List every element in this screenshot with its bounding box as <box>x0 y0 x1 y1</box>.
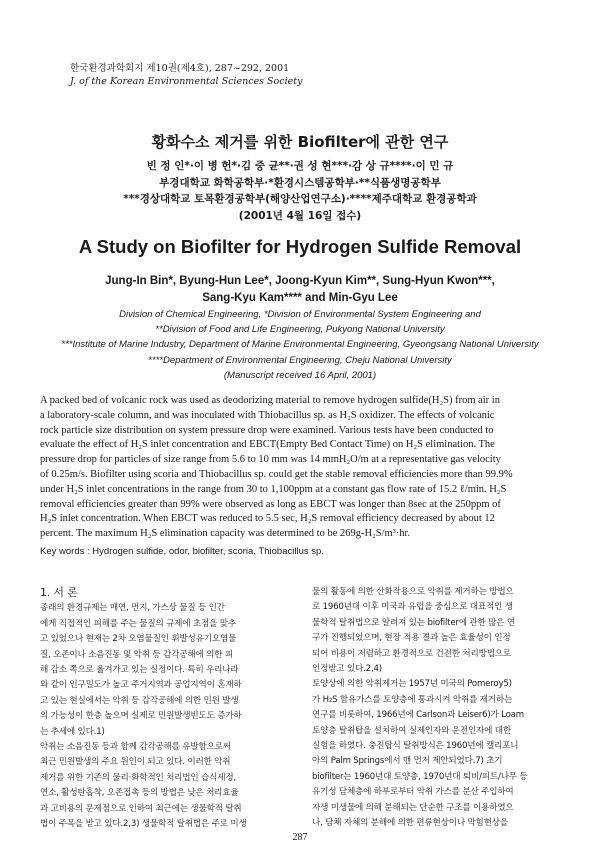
title-english: A Study on Biofilter for Hydrogen Sulfide Removal <box>78 236 522 257</box>
abstract-line: of 0.25m/s. Biofilter using scoria and Thiobacillus sp. could get the stable removal efficiencies more than 99.9% <box>40 468 513 480</box>
abstract-line: percent. The maximum H₂S elimination capacity was determined to be 269g-H₂S/m³·hr. <box>40 528 411 540</box>
body-line: 아의 Palm Springs에서 맨 먼저 제안되었다.7) 초기 <box>312 756 503 767</box>
authors-en-line: Jung-In Bin*, Byung-Hun Lee*, Joong-Kyun Kim**, Sung-Hyun Kwon***, <box>105 275 495 287</box>
affiliation-en-line: ****Department of Environmental Engineering, Cheju National University <box>148 354 452 366</box>
body-line: 고 있는 현실에서는 악취 등 감각공해에 의한 민원 발생 <box>40 695 239 706</box>
affiliation-en-line: **Division of Food and Life Engineering, Pukyong National University <box>155 324 445 336</box>
body-line: 질, 오존이나 소음진동 및 악취 등 감각공해에 의한 피 <box>40 649 233 660</box>
body-line: 의 가능성이 한층 높으며 실제로 민원발생빈도도 증가하 <box>40 711 242 722</box>
authors-en-line: Sang-Kyu Kam**** and Min-Gyu Lee <box>202 292 398 304</box>
received-date-kr: (2001년 4월 16일 접수) <box>238 209 362 222</box>
journal-name-en: J. of the Korean Environmental Sciences Society <box>70 76 303 87</box>
page-number: 287 <box>292 832 308 843</box>
body-line: 유기성 담체층에 하부로부터 악취 가스를 분산 주입하여 <box>312 787 514 798</box>
journal-header <box>70 62 302 88</box>
body-line: 토양층 탈취탑을 설치하여 실제인자와 운전인자에 대한 <box>312 725 511 736</box>
body-line: 와 같이 인구밀도가 높고 주거지역과 공업지역이 혼재하 <box>40 680 242 691</box>
body-line: 최근 민원발생의 주요 원인이 되고 있다. 이러한 악취 <box>40 757 231 768</box>
body-column-right <box>312 585 560 832</box>
body-line: 제거를 위한 기존의 물리·화학적인 처리법인 습식세정, <box>40 772 236 783</box>
authors-korean-block <box>0 158 600 224</box>
abstract-line: under H₂S inlet concentrations in the range from 30 to 1,100ppm at a constant gas flow rate of 15.2 ℓ/min. H₂S <box>40 483 507 495</box>
affiliation-kr-line: ***경상대학교 토목환경공학부(해양산업연구소)·****제주대학교 환경공학과 <box>123 193 477 205</box>
abstract-line: a laboratory-scale column, and was inoculated with Thiobacillus sp. as H₂S oxidizer. The effects of volcanic <box>40 409 495 421</box>
body-line: 자생 미생물에 의해 분해되는 단순한 구조를 이용하였으 <box>312 802 514 813</box>
body-line: biofilter는 1960년대 토양층, 1970년대 퇴비/피트/나무 등 <box>312 771 528 782</box>
body-line: 물학적 탈취법으로 알려져 있는 biofilter에 관한 많은 연 <box>312 617 515 628</box>
body-line: 악취는 소음진동 등과 함께 감각공해를 유발함으로써 <box>40 742 231 753</box>
body-line: 연소, 활성탄흡착, 오존접촉 등의 방법은 낮은 처리효율 <box>40 788 239 799</box>
abstract <box>40 394 560 542</box>
body-line: 물의 활동에 의한 산화작용으로 악취를 제거하는 방법으 <box>312 587 514 597</box>
body-line: 법이 주목을 받고 있다.2,3) 생물학적 탈취법은 주로 미생 <box>40 819 247 830</box>
affiliation-kr-line: 부경대학교 화학공학부·*환경시스템공학부·**식품생명공학부 <box>159 176 441 189</box>
authors-english <box>0 273 600 307</box>
body-line: 가 H₂S 함유가스를 토양층에 통과시켜 악취를 제거하는 <box>312 694 513 705</box>
body-line: 해 감소 쪽으로 옮겨가고 있는 실정이다. 특히 우리나라 <box>40 665 239 676</box>
body-line: 고 있었으나 현재는 2차 오염물질인 휘발성유기오염물 <box>40 634 237 645</box>
body-line: 실험을 하였다. 충진탑식 탈취방식은 1960년에 캘리포니 <box>312 741 519 752</box>
body-line: 되어 비용이 저렴하고 환경적으로 건전한 처리방법으로 <box>312 648 511 659</box>
body-line: 구가 진행되었으며, 현장 적용 결과 높은 효율성이 인정 <box>312 633 511 644</box>
body-line: 나, 담체 자체의 분해에 의한 편류현상이나 막힘현상을 <box>312 818 508 829</box>
body-column-left <box>40 585 288 833</box>
body-line: 연구를 비롯하여, 1966년에 Carlson과 Leiser6)가 Loam <box>312 710 524 721</box>
body-line: 인정받고 있다.2,4) <box>312 664 382 675</box>
body-line: 토양상에 의한 악취제거는 1957년 미국의 Pomeroy5) <box>312 679 512 690</box>
abstract-line: H₂S inlet concentration. When EBCT was reduced to 5.5 sec, H₂S removal efficiency decreased by about 12 <box>40 513 495 525</box>
affiliations-english <box>0 307 600 383</box>
body-line: 종래의 환경규제는 매연, 먼지, 가스상 물질 등 인간 <box>40 603 225 614</box>
abstract-line: evaluate the effect of H₂S inlet concentration and EBCT(Empty Bed Contact Time) on H₂S elimination. The <box>40 439 495 451</box>
abstract-line: A packed bed of volcanic rock was used as deodorizing material to remove hydrogen sulfide(H₂S) from air in <box>40 395 500 406</box>
body-line: 과 고비용의 문제점으로 인하여 최근에는 생물학적 탈취 <box>40 803 242 814</box>
received-date-en: (Manuscript received 16 April, 2001) <box>223 369 377 381</box>
body-line: 는 추세에 있다.1) <box>40 726 105 737</box>
body-line: 에게 직접적인 피해를 주는 물질의 규제에 초점을 맞추 <box>40 618 236 629</box>
affiliation-en-line: Division of Chemical Engineering, *Division of Environmental System Engineering and <box>119 309 481 320</box>
keywords: Key words : Hydrogen sulfide, odor, biofilter, scoria, Thiobacillus sp. <box>40 546 324 557</box>
authors-korean: 빈 정 인*·이 병 헌*·김 중 균**·권 성 현***·감 상 규****·이 민 규 <box>146 160 454 172</box>
abstract-line: removal efficiencies greater than 99% were observed as long as EBCT was longer than 8sec at the 250ppm of <box>40 498 501 510</box>
journal-name-kr: 한국환경과학회지 제10권(제4호), 287~292, 2001 <box>70 63 290 74</box>
abstract-line: pressure drop for particles of size range from 5.6 to 10 mm was 14 mmH₂O/m at a representative gas velocity <box>40 454 501 466</box>
affiliation-en-line: ***Institute of Marine Industry, Department of Marine Environmental Engineering, Gyeongsang National University <box>61 339 539 351</box>
body-line: 로 1960년대 이후 미국과 유럽을 중심으로 대표적인 생 <box>312 602 513 613</box>
title-korean: 황화수소 제거를 위한 Biofilter에 관한 연구 <box>151 133 449 151</box>
abstract-line: rock particle size distribution on system pressure drop were examined. Various tests have been conducted to <box>40 424 494 436</box>
section-heading-introduction: 1. 서 론 <box>40 586 78 599</box>
